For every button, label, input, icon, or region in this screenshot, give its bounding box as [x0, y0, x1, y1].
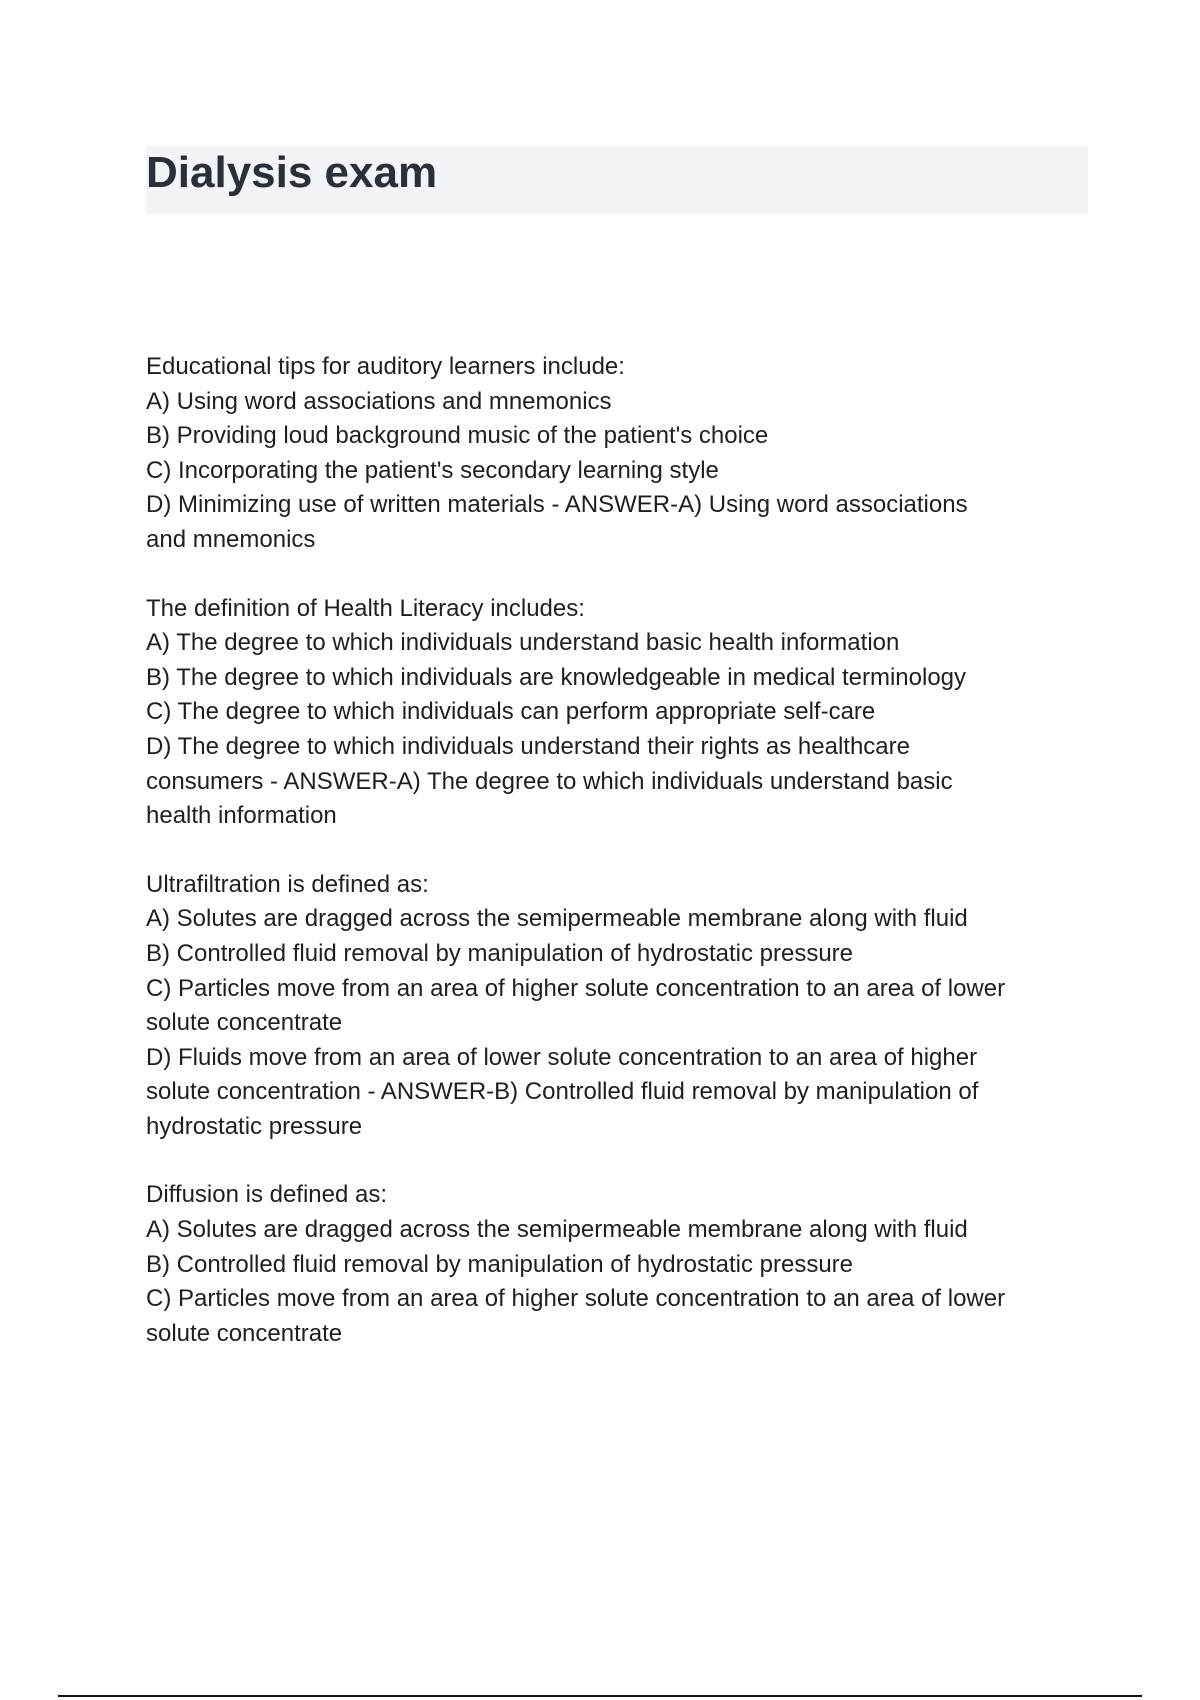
question-2-line-4: C) The degree to which individuals can perform appropriate self-care: [146, 698, 876, 726]
question-3-line-8: hydrostatic pressure: [146, 1112, 363, 1140]
question-1-line-1: Educational tips for auditory learners include:: [146, 353, 625, 380]
question-2-line-3: B) The degree to which individuals are knowledgeable in medical terminology: [146, 663, 967, 691]
question-3-line-7: solute concentration - ANSWER-B) Controlled fluid removal by manipulation of: [146, 1078, 979, 1106]
question-1: [146, 350, 1096, 558]
question-2-line-1: The definition of Health Literacy includes:: [146, 594, 585, 622]
question-2: [146, 592, 1096, 834]
question-2-line-5: D) The degree to which individuals understand their rights as healthcare: [146, 732, 910, 760]
question-2-line-7: health information: [146, 802, 337, 830]
question-4-line-3: B) Controlled fluid removal by manipulation of hydrostatic pressure: [146, 1250, 854, 1278]
question-3-line-2: A) Solutes are dragged across the semipermeable membrane along with fluid: [146, 905, 968, 933]
question-4-line-1: Diffusion is defined as:: [146, 1181, 388, 1209]
question-1-line-2: A) Using word associations and mnemonics: [146, 387, 612, 415]
question-3-line-6: D) Fluids move from an area of lower solute concentration to an area of higher: [146, 1043, 978, 1071]
question-2-line-6: consumers - ANSWER-A) The degree to which individuals understand basic: [146, 767, 953, 795]
question-3-line-1: Ultrafiltration is defined as:: [146, 870, 429, 898]
question-1-line-6: and mnemonics: [146, 525, 316, 553]
question-3: [146, 868, 1096, 1145]
question-4-line-5: solute concentrate: [146, 1319, 343, 1347]
question-1-line-3: B) Providing loud background music of the patient's choice: [146, 422, 769, 450]
question-1-line-4: C) Incorporating the patient's secondary learning style: [146, 456, 719, 484]
question-list: [146, 350, 1096, 1385]
page-title: Dialysis exam: [146, 148, 438, 197]
page-bottom-rule: [58, 1695, 1142, 1697]
question-3-line-5: solute concentrate: [146, 1009, 343, 1037]
question-4: [146, 1178, 1096, 1351]
question-4-line-4: C) Particles move from an area of higher solute concentration to an area of lower: [146, 1285, 1006, 1313]
question-2-line-2: A) The degree to which individuals understand basic health information: [146, 629, 900, 657]
question-4-line-2: A) Solutes are dragged across the semipermeable membrane along with fluid: [146, 1216, 968, 1244]
question-3-line-3: B) Controlled fluid removal by manipulation of hydrostatic pressure: [146, 939, 854, 967]
question-1-line-5: D) Minimizing use of written materials - ANSWER-A) Using word associations: [146, 491, 968, 519]
question-3-line-4: C) Particles move from an area of higher solute concentration to an area of lower: [146, 974, 1006, 1002]
